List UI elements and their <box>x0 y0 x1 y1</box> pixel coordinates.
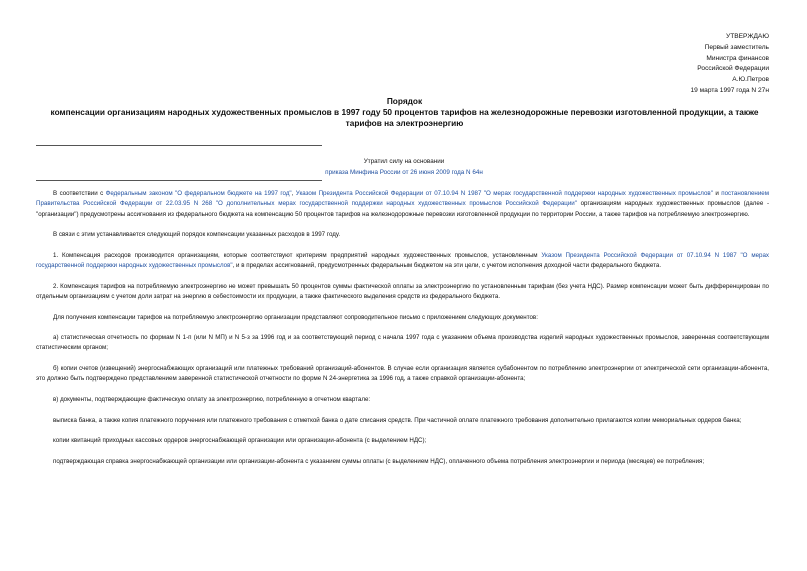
federal-law-link[interactable]: Федеральным законом "О федеральном бюджете на 1997 год" <box>105 190 292 197</box>
presidential-decree-link[interactable]: Указом Президента Российской Федерации от 07.10.94 N 1987 "О мерах государственной поддержки народных художественных промыслов" <box>295 190 713 197</box>
lost-force-text: Утратил силу на основании <box>363 158 445 165</box>
government-resolution-link[interactable]: постановлением Правительства Российской Федерации от 22.03.95 N 268 "О дополнительных мерах государственной поддержки народных художественных промыслов Российской Федерации" <box>36 190 769 208</box>
paragraph: в) документы, подтверждающие фактическую оплату за электроэнергию, потребленную в отчетном квартале: <box>53 395 371 403</box>
lost-force-link[interactable]: приказа Минфина России от 26 июня 2009 года N 64н <box>325 169 483 176</box>
title-heading: Порядок <box>386 96 423 106</box>
paragraph-text: , <box>291 190 296 197</box>
paragraph-text: , и в пределах ассигнований, предусмотренных федеральным бюджетом на эти цели, с учетом исполнения доходной части федерального бюджета. <box>232 262 662 270</box>
paragraph-text: 1. Компенсация расходов производится организациям, которые соответствуют критериям предприятий народных художественных промыслов, установленным <box>53 251 542 259</box>
lost-force-note <box>300 156 508 178</box>
paragraph: выписка банка, а также копия платежного поручения или платежного требования с отметкой банка о дате списания средств. При частичной оплате платежного требования дополнительно прилагаются копии мемориальных ордеров банка; <box>53 416 742 424</box>
approval-line: Министра финансов <box>706 54 769 62</box>
paragraph <box>36 251 769 272</box>
paragraph: 2. Компенсация тарифов на потребляемую электроэнергию не может превышать 50 процентов суммы фактической оплаты за электроэнергию по установленным тарифам (без учета НДС). Размер компенсации может быть дифференцирован по отдельным организациям с учетом доли затрат на энергию в себестоимости их продукции, а также фактического выделения средств из федерального бюджета. <box>36 282 769 300</box>
paragraph: а) статистическая отчетность по формам N 1-п (или N МП) и N 5-з за 1996 год и за соответствующий период с начала 1997 года с указанием объема производства изделий народных художественных промыслов, заверенная соответствующим статистическим органом; <box>36 334 769 352</box>
presidential-decree-link[interactable]: Указом Президента Российской Федерации от 07.10.94 N 1987 "О мерах государственной поддержки народных художественных промыслов" <box>36 251 769 270</box>
paragraph: Для получения компенсации тарифов на потребляемую электроэнергию организации представляют сопроводительное письмо с приложением следующих документов: <box>53 313 538 321</box>
approval-line: Российской Федерации <box>697 65 769 73</box>
document-body <box>36 189 769 467</box>
title-subheading: компенсации организациям народных художественных промыслов в 1997 году 50 процентов тарифов на железнодорожные перевозки изготовленной продукции, а также тарифов на электроэнергию <box>50 106 759 128</box>
approval-signatory: А.Ю.Петров <box>732 76 769 84</box>
divider-top <box>36 145 322 146</box>
approval-heading: УТВЕРЖДАЮ <box>726 33 769 40</box>
paragraph-text: В соответствии с <box>53 190 106 197</box>
paragraph: подтверждающая справка энергоснабжающей организации или организации-абонента с указанием суммы оплаты (с выделением НДС), оплаченного объема потребления электроэнергии и периода (месяцев) ее потребления; <box>53 457 705 465</box>
paragraph: б) копии счетов (извещений) энергоснабжающих организаций или платежных требований организаций-абонентов. В случае если организация является субабонентом по потреблению электроэнергии от электрической сети организации-абонента, это должно быть подтверждено представлением заверенной статистической отчетности по форме N 24-энергетика за 1996 год, а также справкой организации-абонента; <box>36 365 769 383</box>
paragraph: копии квитанций приходных кассовых ордеров энергоснабжающей организации или организации-абонента (с выделением НДС); <box>53 437 427 445</box>
paragraph-text: организациям народных художественных промыслов (далее - "организации") предусмотрены ассигнования из федерального бюджета на компенсацию 50 процентов тарифов на железнодорожные перевозки изготовленной продукции по территории России, а также тарифов на потребляемую электроэнергию. <box>36 200 770 218</box>
document-title <box>32 96 777 128</box>
divider-bottom <box>36 180 322 181</box>
approval-block <box>690 32 769 97</box>
paragraph: В связи с этим устанавливается следующий порядок компенсации указанных расходов в 1997 году. <box>53 231 341 239</box>
paragraph-text: и <box>712 190 722 197</box>
approval-date: 19 марта 1997 года N 27н <box>690 86 769 94</box>
paragraph <box>36 189 769 220</box>
approval-line: Первый заместитель <box>704 43 769 51</box>
